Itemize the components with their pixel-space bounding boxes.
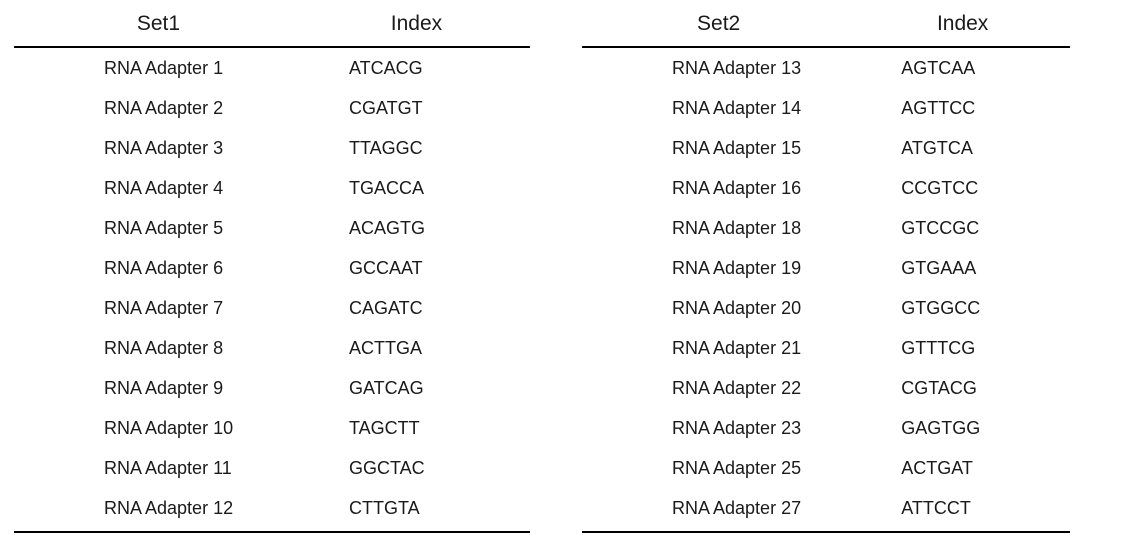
adapter-name: RNA Adapter 9 — [104, 378, 224, 398]
table-row — [14, 88, 530, 128]
adapter-name: RNA Adapter 6 — [104, 258, 224, 278]
adapter-index: GATCAG — [348, 378, 424, 398]
set2-column-header-index: Index — [855, 8, 1070, 47]
table-row — [14, 408, 530, 448]
set1-column-header-index: Index — [303, 8, 530, 47]
adapter-name: RNA Adapter 20 — [672, 298, 802, 318]
table-row — [14, 47, 530, 88]
adapter-index: GTGGCC — [901, 298, 981, 318]
adapter-index: GCCAAT — [348, 258, 423, 278]
table-row — [14, 288, 530, 328]
adapter-index: AGTCAA — [901, 58, 976, 78]
table-row — [582, 168, 1070, 208]
table-row — [582, 408, 1070, 448]
set2-table — [582, 8, 1070, 533]
adapter-index: TTAGGC — [348, 138, 423, 158]
set1-table — [14, 8, 530, 533]
adapter-name: RNA Adapter 12 — [14, 488, 303, 532]
table-row — [14, 128, 530, 168]
table-row — [14, 448, 530, 488]
table-row — [582, 288, 1070, 328]
adapter-index: CGATGT — [348, 98, 423, 118]
adapter-index: GGCTAC — [348, 458, 425, 478]
adapter-index: CGTACG — [901, 378, 977, 398]
adapter-index: ACAGTG — [348, 218, 425, 238]
adapter-name: RNA Adapter 27 — [582, 488, 855, 532]
adapter-name: RNA Adapter 5 — [104, 218, 224, 238]
set1-header-row — [14, 8, 530, 47]
set2-table-block — [540, 8, 1080, 560]
adapter-name: RNA Adapter 8 — [104, 338, 224, 358]
table-row — [582, 368, 1070, 408]
table-row — [14, 328, 530, 368]
adapter-index: CAGATC — [348, 298, 423, 318]
table-row — [14, 248, 530, 288]
table-row — [582, 448, 1070, 488]
table-row — [582, 208, 1070, 248]
table-row — [14, 168, 530, 208]
adapter-name: RNA Adapter 2 — [104, 98, 224, 118]
adapter-name: RNA Adapter 15 — [672, 138, 802, 158]
adapter-index: TAGCTT — [348, 418, 420, 438]
adapter-index: ATCACG — [348, 58, 423, 78]
adapter-name: RNA Adapter 19 — [672, 258, 802, 278]
adapter-name: RNA Adapter 7 — [104, 298, 224, 318]
adapter-index: AGTTCC — [901, 98, 976, 118]
adapter-index: GTCCGC — [901, 218, 980, 238]
adapter-name: RNA Adapter 21 — [672, 338, 802, 358]
set2-table-head — [582, 8, 1070, 47]
adapter-name: RNA Adapter 23 — [672, 418, 802, 438]
table-row — [582, 488, 1070, 532]
adapter-name: RNA Adapter 16 — [672, 178, 802, 198]
adapter-index: GTGAAA — [901, 258, 977, 278]
set1-table-head — [14, 8, 530, 47]
table-row — [582, 248, 1070, 288]
adapter-name: RNA Adapter 11 — [104, 458, 232, 478]
set1-table-body — [14, 47, 530, 532]
adapter-name: RNA Adapter 13 — [672, 58, 802, 78]
table-row — [582, 47, 1070, 88]
table-row — [582, 328, 1070, 368]
adapter-index: ATTCCT — [855, 488, 1070, 532]
adapter-name: RNA Adapter 18 — [672, 218, 802, 238]
adapter-index: ACTTGA — [348, 338, 422, 358]
adapter-name: RNA Adapter 14 — [672, 98, 802, 118]
adapter-name: RNA Adapter 3 — [104, 138, 224, 158]
adapter-index: CCGTCC — [901, 178, 979, 198]
adapter-name: RNA Adapter 22 — [672, 378, 802, 398]
adapter-name: RNA Adapter 1 — [104, 58, 224, 78]
adapter-index: CTTGTA — [303, 488, 530, 532]
adapter-index: ACTGAT — [901, 458, 973, 478]
adapter-index: ATGTCA — [901, 138, 973, 158]
set1-table-block — [0, 8, 540, 560]
set2-header-row — [582, 8, 1070, 47]
set1-column-header-set: Set1 — [14, 8, 303, 47]
table-row — [582, 128, 1070, 168]
adapter-name: RNA Adapter 10 — [104, 418, 234, 438]
set2-column-header-set: Set2 — [582, 8, 855, 47]
adapter-index: TGACCA — [348, 178, 424, 198]
adapter-index: GTTTCG — [901, 338, 976, 358]
adapter-name: RNA Adapter 25 — [672, 458, 802, 478]
table-row — [582, 88, 1070, 128]
table-row — [14, 368, 530, 408]
set2-table-body — [582, 47, 1070, 532]
table-row — [14, 488, 530, 532]
table-row — [14, 208, 530, 248]
adapter-name: RNA Adapter 4 — [104, 178, 224, 198]
adapter-index: GAGTGG — [901, 418, 981, 438]
